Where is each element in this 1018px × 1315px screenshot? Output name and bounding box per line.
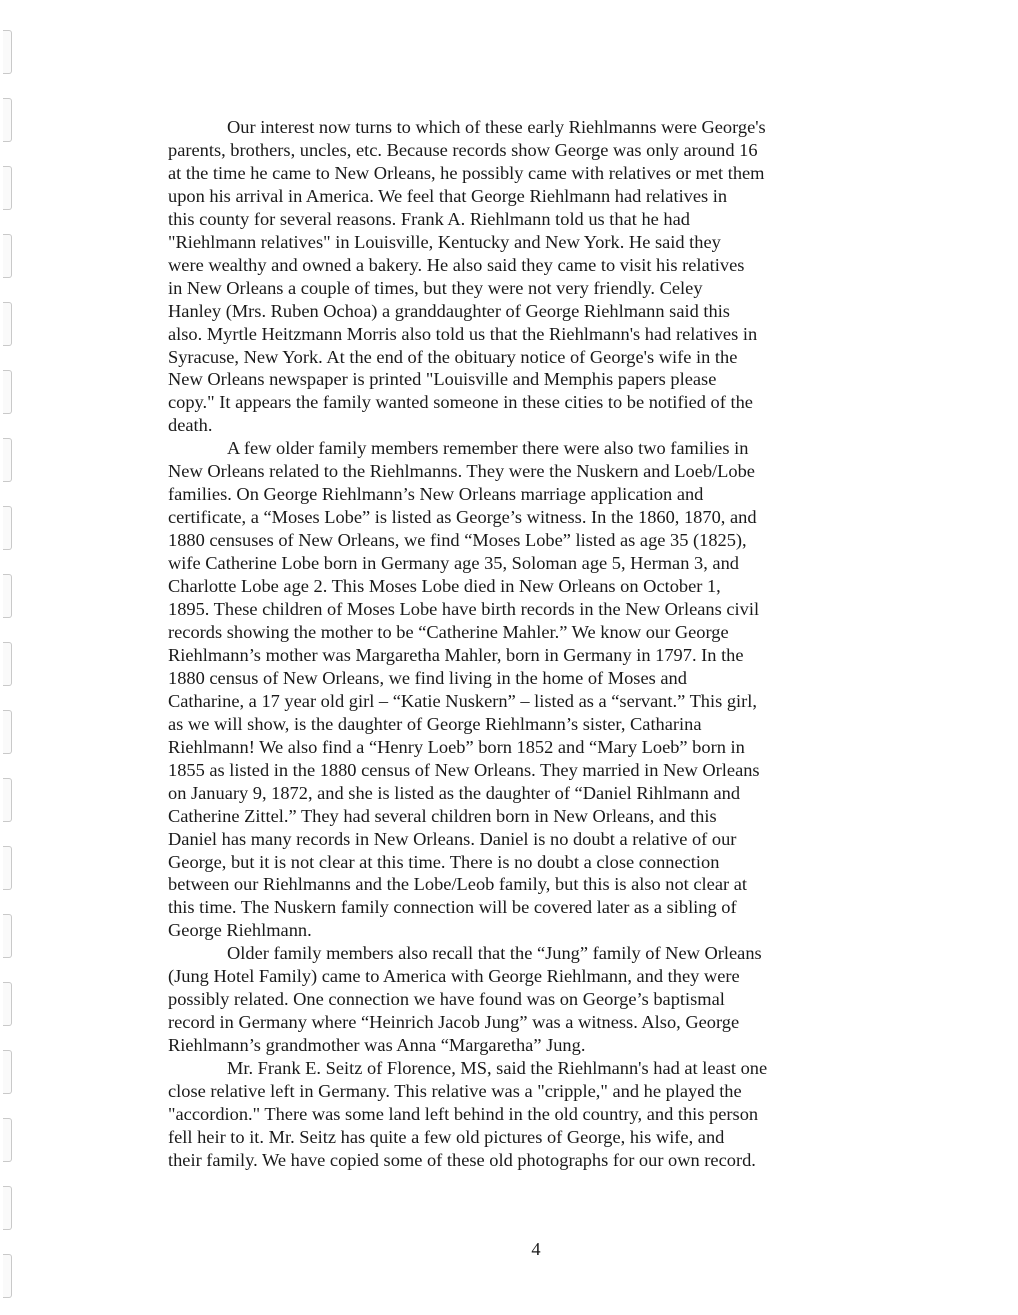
binder-hole	[3, 846, 12, 890]
text-line: also. Myrtle Heitzmann Morris also told us that the Riehlmann's had relatives in	[168, 323, 758, 344]
text-line: Riehlmann’s mother was Margaretha Mahler, born in Germany in 1797. In the	[168, 644, 744, 665]
text-line: Catherine Zittel.” They had several children born in New Orleans, and this	[168, 805, 717, 826]
text-line: Daniel has many records in New Orleans. Daniel is no doubt a relative of our	[168, 828, 737, 849]
text-line: 1855 as listed in the 1880 census of New Orleans. They married in New Orleans	[168, 759, 760, 780]
binder-hole	[3, 1254, 12, 1298]
text-line: families. On George Riehlmann’s New Orleans marriage application and	[168, 484, 704, 505]
binder-hole	[3, 574, 12, 618]
binder-hole	[3, 982, 12, 1026]
text-line: were wealthy and owned a bakery. He also said they came to visit his relatives	[168, 254, 745, 275]
text-line: Riehlmann’s grandmother was Anna “Margaretha” Jung.	[168, 1035, 586, 1056]
binder-hole	[3, 234, 12, 278]
text-line: New Orleans newspaper is printed "Louisville and Memphis papers please	[168, 369, 717, 390]
text-line: Hanley (Mrs. Ruben Ochoa) a granddaughter of George Riehlmann said this	[168, 300, 730, 321]
binder-hole	[3, 778, 12, 822]
text-line: A few older family members remember there were also two families in	[227, 438, 749, 459]
binder-hole	[3, 1118, 12, 1162]
text-line: death.	[168, 415, 213, 436]
binder-holes	[0, 0, 30, 1315]
text-line: "accordion." There was some land left behind in the old country, and this person	[168, 1103, 759, 1124]
text-line: New Orleans related to the Riehlmanns. They were the Nuskern and Loeb/Lobe	[168, 461, 755, 482]
text-line: this county for several reasons. Frank A. Riehlmann told us that he had	[168, 208, 690, 229]
binder-hole	[3, 98, 12, 142]
page-number: 4	[531, 1239, 541, 1259]
text-line: 1895. These children of Moses Lobe have birth records in the New Orleans civil	[168, 599, 760, 620]
binder-hole	[3, 1186, 12, 1230]
text-line: Older family members also recall that the “Jung” family of New Orleans	[227, 943, 762, 964]
binder-hole	[3, 30, 12, 74]
text-line: upon his arrival in America. We feel that George Riehlmann had relatives in	[168, 185, 728, 206]
text-line: "Riehlmann relatives" in Louisville, Kentucky and New York. He said they	[168, 231, 721, 252]
binder-hole	[3, 914, 12, 958]
text-line: their family. We have copied some of these old photographs for our own record.	[168, 1149, 756, 1170]
document-body	[168, 116, 834, 1172]
text-line: George Riehlmann.	[168, 920, 312, 941]
text-line: at the time he came to New Orleans, he possibly came with relatives or met them	[168, 162, 765, 183]
text-line: Riehlmann! We also find a “Henry Loeb” born 1852 and “Mary Loeb” born in	[168, 736, 745, 757]
text-line: copy." It appears the family wanted someone in these cities to be notified of the	[168, 392, 753, 413]
binder-hole	[3, 710, 12, 754]
text-line: 1880 censuses of New Orleans, we find “Moses Lobe” listed as age 35 (1825),	[168, 530, 747, 551]
binder-hole	[3, 302, 12, 346]
binder-hole	[3, 370, 12, 414]
binder-hole	[3, 506, 12, 550]
binder-hole	[3, 642, 12, 686]
binder-hole	[3, 438, 12, 482]
text-line: between our Riehlmanns and the Lobe/Leob family, but this is also not clear at	[168, 874, 747, 895]
text-line: Charlotte Lobe age 2. This Moses Lobe died in New Orleans on October 1,	[168, 576, 721, 597]
text-line: fell heir to it. Mr. Seitz has quite a few old pictures of George, his wife, and	[168, 1126, 725, 1147]
text-line: certificate, a “Moses Lobe” is listed as George’s witness. In the 1860, 1870, and	[168, 507, 757, 528]
text-line: close relative left in Germany. This relative was a "cripple," and he played the	[168, 1081, 742, 1102]
paragraph	[168, 116, 834, 437]
paragraph	[168, 942, 834, 1057]
text-line: parents, brothers, uncles, etc. Because records show George was only around 16	[168, 139, 758, 160]
text-line: 1880 census of New Orleans, we find living in the home of Moses and	[168, 667, 687, 688]
text-line: as we will show, is the daughter of George Riehlmann’s sister, Catharina	[168, 713, 702, 734]
text-line: Syracuse, New York. At the end of the obituary notice of George's wife in the	[168, 346, 738, 367]
text-line: George, but it is not clear at this time. There is no doubt a close connection	[168, 851, 720, 872]
text-line: records showing the mother to be “Catherine Mahler.” We know our George	[168, 621, 729, 642]
binder-hole	[3, 1050, 12, 1094]
binder-hole	[3, 166, 12, 210]
text-line: in New Orleans a couple of times, but they were not very friendly. Celey	[168, 277, 703, 298]
text-line: this time. The Nuskern family connection will be covered later as a sibling of	[168, 897, 737, 918]
text-line: record in Germany where “Heinrich Jacob Jung” was a witness. Also, George	[168, 1012, 740, 1033]
text-line: wife Catherine Lobe born in Germany age 35, Soloman age 5, Herman 3, and	[168, 553, 739, 574]
text-line: (Jung Hotel Family) came to America with George Riehlmann, and they were	[168, 966, 740, 987]
paragraph	[168, 437, 834, 942]
text-line: possibly related. One connection we have found was on George’s baptismal	[168, 989, 725, 1010]
text-line: Catharine, a 17 year old girl – “Katie Nuskern” – listed as a “servant.” This girl,	[168, 690, 757, 711]
text-line: on January 9, 1872, and she is listed as the daughter of “Daniel Rihlmann and	[168, 782, 741, 803]
text-line: Our interest now turns to which of these early Riehlmanns were George's	[227, 117, 766, 137]
paragraph	[168, 1057, 834, 1172]
text-line: Mr. Frank E. Seitz of Florence, MS, said the Riehlmann's had at least one	[227, 1058, 768, 1079]
